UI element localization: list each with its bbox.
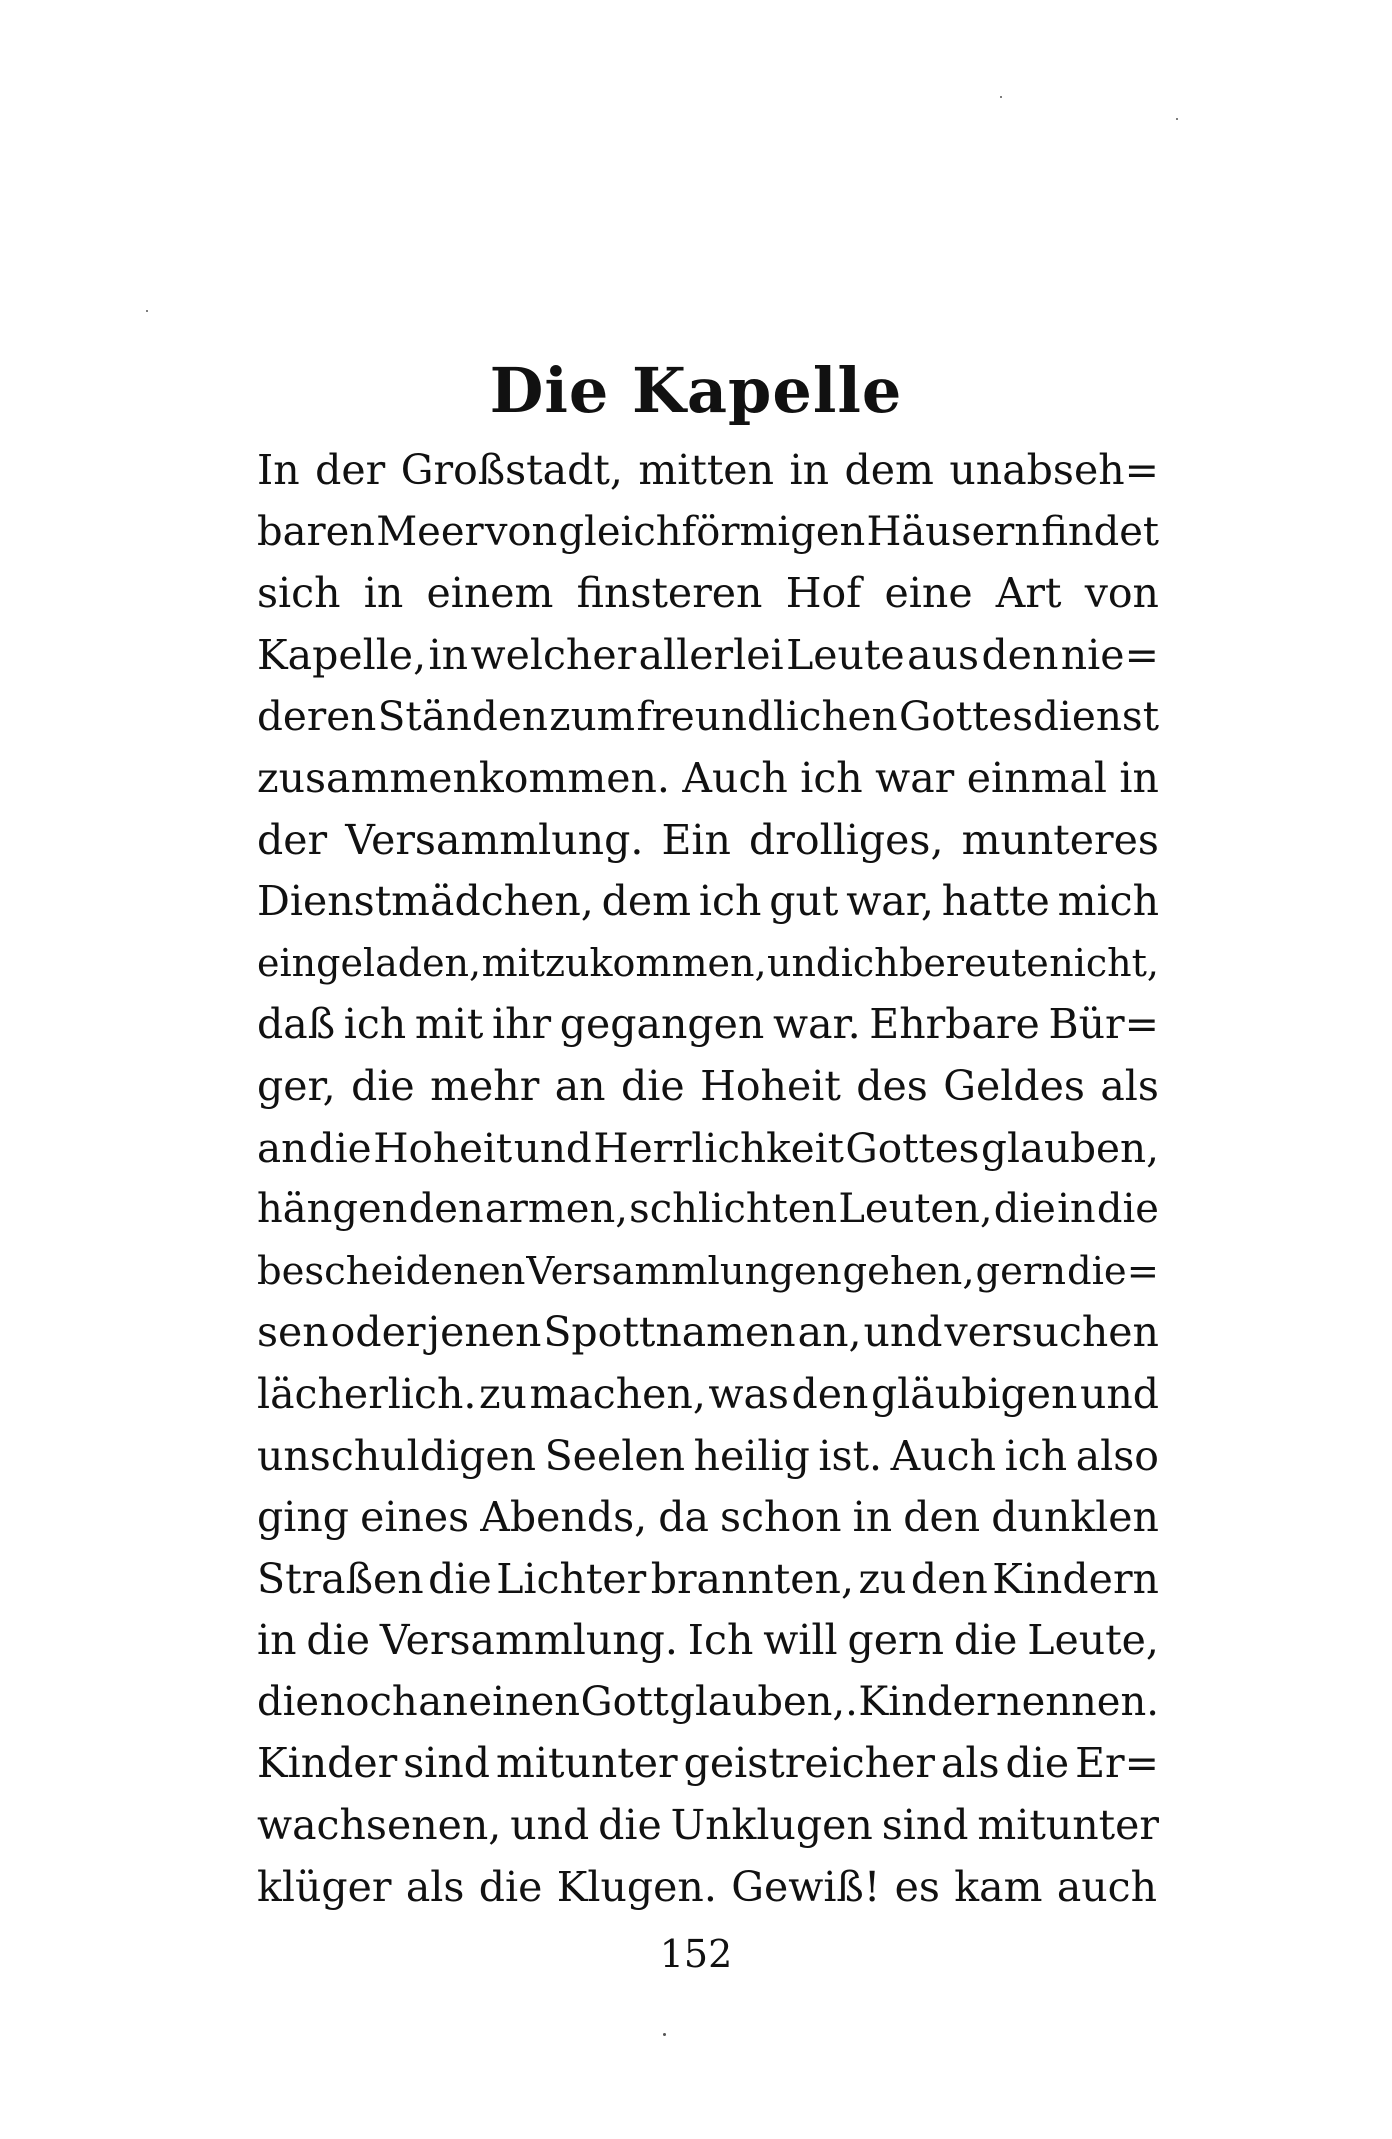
paper-speck	[663, 2033, 666, 2036]
text-line: In der Großstadt, mitten in dem unabseh=	[257, 446, 1159, 494]
text-line: Kapelle, in welcher allerlei Leute aus den nie=	[257, 630, 1159, 679]
body-text	[257, 440, 1159, 1918]
text-line: ger, die mehr an die Hoheit des Geldes als	[257, 1061, 1159, 1110]
paper-speck	[1000, 96, 1002, 98]
text-line: baren Meer von gleichförmigen Häusern findet	[257, 508, 1159, 555]
text-line: bescheidenen Versammlungen gehen, gern die=	[257, 1248, 1159, 1294]
text-line: deren Ständen zum freundlichen Gottesdienst	[257, 692, 1159, 741]
text-line: lächerlich. zu machen, was den gläubigen und	[257, 1369, 1159, 1418]
text-line: hängen den armen, schlichten Leuten, die in die	[257, 1186, 1159, 1233]
text-line: sen oder jenen Spottnamen an, und versuchen	[257, 1308, 1159, 1357]
page-number: 152	[659, 1932, 733, 1976]
paper-speck	[1176, 118, 1178, 120]
text-line: klüger als die Klugen. Gewiß! es kam auch	[257, 1862, 1158, 1911]
text-line: ging eines Abends, da schon in den dunklen	[257, 1493, 1159, 1542]
text-line: wachsenen, und die Unklugen sind mitunter	[257, 1801, 1159, 1850]
chapter-title: Die Kapelle	[489, 353, 903, 427]
paper-speck	[146, 310, 148, 312]
text-line: Dienstmädchen, dem ich gut war, hatte mich	[257, 877, 1159, 926]
text-line: Kinder sind mitunter geistreicher als die Er=	[257, 1739, 1159, 1788]
text-line: sich in einem finsteren Hof eine Art von	[257, 569, 1159, 618]
text-line: die noch an einen Gott glauben,. Kinder nennen.	[257, 1678, 1159, 1725]
text-line: zusammenkommen. Auch ich war einmal in	[257, 753, 1159, 802]
text-line: der Versammlung. Ein drolliges, munteres	[257, 815, 1159, 864]
text-line: in die Versammlung. Ich will gern die Leute,	[257, 1616, 1159, 1665]
text-line: eingeladen, mitzukommen, und ich bereute nicht,	[257, 940, 1159, 985]
text-line: daß ich mit ihr gegangen war. Ehrbare Bür=	[257, 1000, 1159, 1049]
text-line: unschuldigen Seelen heilig ist. Auch ich also	[257, 1431, 1159, 1480]
text-line: an die Hoheit und Herrlichkeit Gottes glauben,	[257, 1123, 1159, 1172]
text-line: Straßen die Lichter brannten, zu den Kindern	[257, 1554, 1159, 1603]
